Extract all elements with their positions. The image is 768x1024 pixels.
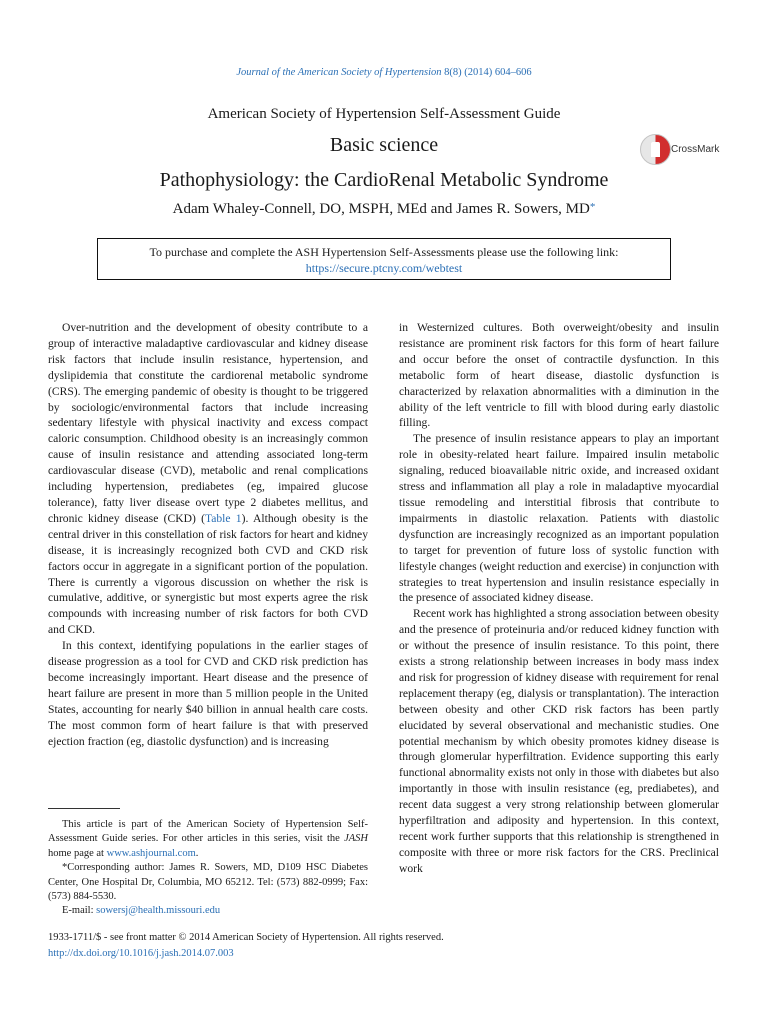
email-label: E-mail:	[62, 905, 97, 917]
crossmark-label: CrossMark	[671, 144, 720, 155]
author-names: Adam Whaley-Connell, DO, MSPH, MEd and James R. Sowers, MD	[172, 201, 590, 217]
email-link[interactable]: sowersj@health.missouri.edu	[96, 905, 221, 917]
journal-homepage-link[interactable]: www.ashjournal.com	[106, 847, 196, 859]
series-footnote	[48, 818, 368, 861]
journal-issue: 8(8) (2014) 604–606	[444, 67, 532, 78]
body-paragraph: The presence of insulin resistance appears to play an important role in obesity-related heart failure. Impaired insulin metabolic signaling, reduced bioavailable nitric oxide, and increased oxidant stress and inflammation all play a role in maladaptive myocardial tissue remodeling and interstitial fibrosis that contribute to impairments in diastolic relaxation. Patients with diastolic dysfunction are increasingly recognized as an important population to target for prevention of future loss of systolic function with lifestyle changes (weight reduction and exercise) in conjunction with strategies to treat hypertension and insulin resistance especially in the presence of associated kidney disease.	[399, 432, 720, 605]
paragraph-text: Over-nutrition and the development of obesity contribute to a group of interactive maladaptive cardiovascular and kidney disease risk factors that include insulin resistance, hypertension, and dyslipidemia that constitute the cardiorenal metabolic syndrome (CRS). The emerging pandemic of obesity is thought to be triggered by sociologic/environmental factors that include increasing sedentary lifestyle with physical inactivity and excess compact caloric consumption. Childhood obesity is an increasingly common cause of insulin resistance and attending associated long-term cardiovascular disease (CVD), metabolic and renal complications including hypertension, prediabetes (eg, impaired glucose tolerance), fatty liver disease overt type 2 diabetes mellitus, and chronic kidney disease (CKD) (	[48, 321, 368, 525]
crossmark-badge[interactable]	[640, 134, 724, 164]
journal-abbrev: JASH	[344, 833, 368, 845]
footnote-text: .	[195, 847, 199, 859]
doi-link[interactable]: http://dx.doi.org/10.1016/j.jash.2014.07.003	[48, 948, 234, 959]
article-title: Pathophysiology: the CardioRenal Metabolic Syndrome	[159, 169, 609, 191]
paragraph-text: ). Although obesity is the central driver in this constellation of risk factors for heart and kidney disease, it is increasingly recognized both CVD and CKD risk factors occur in aggregate in a significant portion of the population. There is currently a vigorous discussion on whether the risk is cumulative, additive, or synergistic but most experts agree the risk compounds with increasing number of risk factors for both CVD and CKD.	[48, 511, 369, 637]
footnote-text: home page at	[48, 847, 107, 859]
author-line	[0, 201, 768, 218]
body-column-right	[399, 320, 719, 877]
footnotes	[48, 818, 368, 919]
body-paragraph-continued: in Westernized cultures. Both overweight/obesity and insulin resistance are prominent risk factors for this form of heart failure and occur before the onset of contractile dysfunction. In this metabolic form of heart disease, diastolic dysfunction is characterized by relaxation abnormalities with a diminution in the ability of the left ventricle to fill with blood during early diastolic filling.	[399, 321, 719, 430]
series-heading: American Society of Hypertension Self-Assessment Guide	[207, 106, 561, 122]
corresponding-author-mark[interactable]: *	[589, 201, 596, 213]
email-footnote	[48, 904, 368, 918]
corresponding-author-footnote: *Corresponding author: James R. Sowers, MD, D109 HSC Diabetes Center, One Hospital Dr, Columbia, MO 65212. Tel: (573) 882-0999; Fax: (573) 884-5530.	[48, 862, 368, 903]
journal-citation	[0, 67, 768, 78]
journal-name[interactable]: Journal of the American Society of Hypertension	[236, 67, 442, 78]
copyright-line: 1933-1711/$ - see front matter © 2014 American Society of Hypertension. All rights reserved.	[48, 932, 444, 943]
body-column-left	[48, 320, 368, 749]
body-paragraph	[48, 320, 368, 638]
crossmark-icon	[640, 134, 671, 165]
footnote-text: This article is part of the American Society of Hypertension Self-Assessment Guide series. For other articles in this series, visit the	[48, 819, 368, 845]
purchase-notice-box	[97, 238, 671, 280]
table-1-link[interactable]: Table 1	[204, 511, 242, 525]
body-paragraph: In this context, identifying populations in the earlier stages of disease progression as a tool for CVD and CKD risk prediction has become increasingly important. Heart disease and the presence of heart failure are present in more than 5 million people in the United States, accounting for nearly $40 billion in annual health care costs. The most common form of heart failure is that with preserved ejection fraction (eg, diastolic dysfunction) and is increasing	[48, 639, 368, 748]
body-paragraph: Recent work has highlighted a strong association between obesity and the presence of proteinuria and/or reduced kidney function with or without the presence of insulin resistance. To this point, there exists a strong relationship between increases in body mass index and risk for progression of kidney disease with requirement for renal replacement therapy (eg, dialysis or transplantation). The interaction between obesity and other CKD risk factors has been partly elucidated by several observational and mechanistic studies. One potential mechanism by which obesity promotes kidney disease is through glomerular hyperfiltration. Evidence supporting this early functional abnormality exists not only in those with diabetes but also importantly in those with insulin resistance (eg, prediabetes), and recent data suggest a very strong relationship between glomerular hyperfiltration and adiposity and hypertension. In this context, recent work further supports that this relationship is strengthened in composite with three or more risk factors for the CRS. Preclinical work	[399, 607, 719, 875]
purchase-notice-text: To purchase and complete the ASH Hypertension Self-Assessments please use the following link:	[149, 245, 619, 259]
section-heading: Basic science	[329, 134, 439, 156]
footnote-divider	[48, 808, 120, 809]
purchase-link[interactable]: https://secure.ptcny.com/webtest	[305, 261, 463, 275]
